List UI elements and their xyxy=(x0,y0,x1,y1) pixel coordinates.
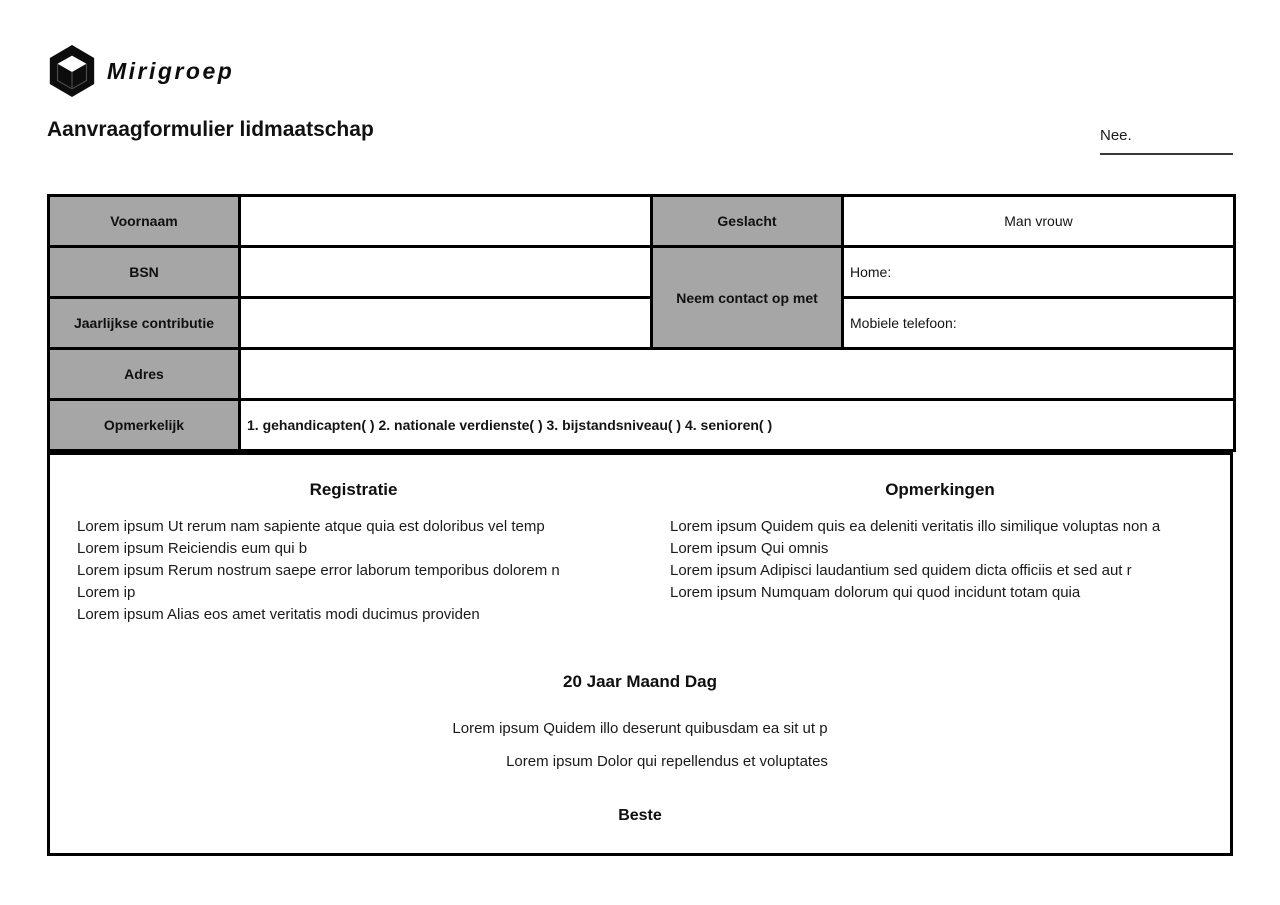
center-line-2: Lorem ipsum Dolor qui repellendus et voluptates xyxy=(506,753,828,770)
opmerkingen-lines xyxy=(670,516,1210,604)
geslacht-label-cell: Geslacht xyxy=(652,196,843,247)
registratie-column xyxy=(50,480,640,626)
opmerkingen-line: Lorem ipsum Numquam dolorum qui quod incidunt totam quia xyxy=(670,584,1081,601)
contact-label-cell: Neem contact op met xyxy=(652,247,843,349)
adres-input-cell[interactable] xyxy=(240,349,1235,400)
home-phone-cell[interactable]: Home: xyxy=(843,247,1235,298)
table-row xyxy=(49,247,1235,298)
contributie-input-cell[interactable] xyxy=(240,298,652,349)
opmerkingen-heading: Opmerkingen xyxy=(885,480,995,499)
opmerkingen-column xyxy=(640,480,1230,626)
voornaam-input-cell[interactable] xyxy=(240,196,652,247)
brand-logo xyxy=(47,44,234,98)
closing-heading: Beste xyxy=(618,807,662,824)
brand-name: Mirigroep xyxy=(107,57,235,84)
bsn-input-cell[interactable] xyxy=(240,247,652,298)
page-title: Aanvraagformulier lidmaatschap xyxy=(47,118,374,141)
opmerkingen-line: Lorem ipsum Adipisci laudantium sed quidem dicta officiis et sed aut r xyxy=(670,562,1132,579)
table-row xyxy=(49,349,1235,400)
date-heading: 20 Jaar Maand Dag xyxy=(562,672,717,691)
contributie-label-cell: Jaarlijkse contributie xyxy=(49,298,240,349)
notes-columns xyxy=(50,480,1230,626)
registratie-line: Lorem ipsum Rerum nostrum saepe error laborum temporibus dolorem n xyxy=(77,562,560,579)
nee-field[interactable] xyxy=(1100,127,1233,155)
registratie-line: Lorem ipsum Reiciendis eum qui b xyxy=(77,540,308,557)
notes-section xyxy=(47,452,1233,856)
registratie-lines xyxy=(77,516,630,626)
nee-label: Nee. xyxy=(1100,127,1132,144)
application-form-table xyxy=(47,194,1236,452)
table-row xyxy=(49,400,1235,451)
registratie-line: Lorem ip xyxy=(77,584,136,601)
voornaam-label-cell: Voornaam xyxy=(49,196,240,247)
table-row xyxy=(49,196,1235,247)
bsn-label-cell: BSN xyxy=(49,247,240,298)
table-row xyxy=(49,298,1235,349)
cube-logo-icon xyxy=(47,44,97,98)
registratie-heading: Registratie xyxy=(309,480,398,499)
mobile-phone-cell[interactable]: Mobiele telefoon: xyxy=(843,298,1235,349)
registratie-line: Lorem ipsum Ut rerum nam sapiente atque quia est doloribus vel temp xyxy=(77,518,545,535)
opmerkelijk-options-cell[interactable]: 1. gehandicapten( ) 2. nationale verdienste( ) 3. bijstandsniveau( ) 4. senioren( ) xyxy=(240,400,1235,451)
registratie-line: Lorem ipsum Alias eos amet veritatis modi ducimus providen xyxy=(77,606,480,623)
opmerkingen-line: Lorem ipsum Quidem quis ea deleniti veritatis illo similique voluptas non a xyxy=(670,518,1161,535)
center-line-1: Lorem ipsum Quidem illo deserunt quibusdam ea sit ut p xyxy=(452,720,828,737)
opmerkelijk-label-cell: Opmerkelijk xyxy=(49,400,240,451)
adres-label-cell: Adres xyxy=(49,349,240,400)
geslacht-value-cell[interactable]: Man vrouw xyxy=(843,196,1235,247)
opmerkingen-line: Lorem ipsum Qui omnis xyxy=(670,540,829,557)
